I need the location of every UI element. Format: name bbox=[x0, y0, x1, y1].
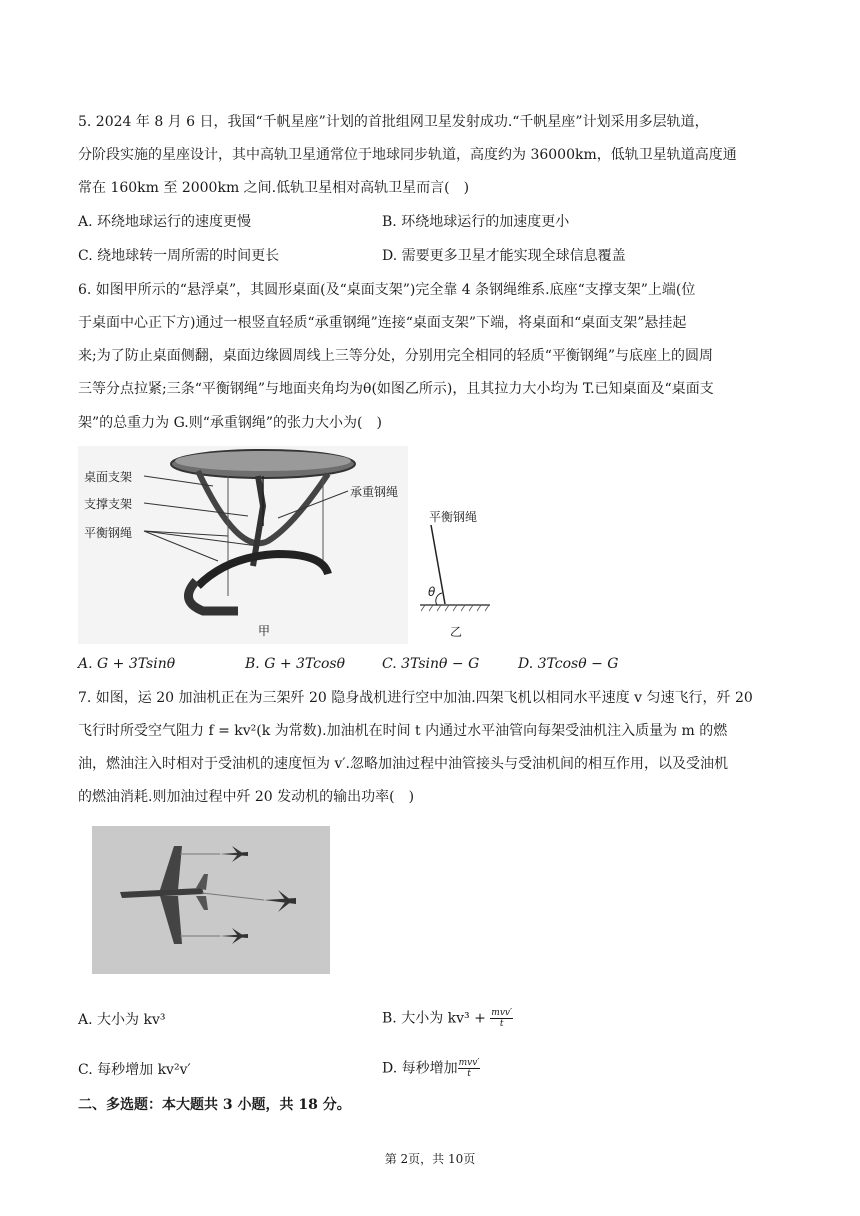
q6-line-2: 于桌面中心正下方)通过一根竖直轻质“承重钢绳”连接“桌面支架”下端，将桌面和“桌面支架”悬挂起 bbox=[78, 315, 687, 331]
q7-option-d-text: D. 每秒增加 bbox=[382, 1060, 458, 1077]
q7-option-c: C. 每秒增加 kv²v′ bbox=[78, 1062, 191, 1078]
q7-line-2: 飞行时所受空气阻力 f = kv²(k 为常数).加油机在时间 t 内通过水平油管向每架受油机注入质量为 m 的燃 bbox=[78, 723, 728, 739]
q7-option-d-denominator: t bbox=[467, 1069, 471, 1079]
q7-line-1: 7. 如图，运 20 加油机正在为三架歼 20 隐身战机进行空中加油.四架飞机以相同水平速度 v 匀速飞行，歼 20 bbox=[78, 690, 753, 706]
section-2-heading: 二、多选题：本大题共 3 小题，共 18 分。 bbox=[78, 1097, 351, 1113]
figure-yi bbox=[415, 505, 495, 645]
label-theta: θ bbox=[428, 585, 436, 599]
q6-line-4: 三等分点拉紧;三条“平衡钢绳”与地面夹角均为θ(如图乙所示)，且其拉力大小均为 T.已知桌面及“桌面支 bbox=[78, 381, 714, 397]
q7-option-a: A. 大小为 kv³ bbox=[78, 1012, 166, 1028]
q6-line-3: 来;为了防止桌面侧翻，桌面边缘圆周线上三等分处，分别用完全相同的轻质“平衡钢绳”与底座上的圆周 bbox=[78, 348, 714, 364]
q7-line-4: 的燃油消耗.则加油过程中歼 20 发动机的输出功率( ) bbox=[78, 789, 415, 805]
q6-option-d: D. 3Tcosθ − G bbox=[518, 656, 619, 672]
label-balance-rope: 平衡钢绳 bbox=[84, 526, 133, 540]
q7-option-b-text: B. 大小为 kv³ + bbox=[382, 1010, 491, 1027]
q7-option-d bbox=[382, 1058, 480, 1079]
q5-option-a: A. 环绕地球运行的速度更慢 bbox=[78, 214, 252, 230]
q7-line-3: 油，燃油注入时相对于受油机的速度恒为 v′.忽略加油过程中油管接头与受油机间的相互作用，以及受油机 bbox=[78, 756, 728, 772]
q6-option-a: A. G + 3Tsinθ bbox=[78, 656, 176, 672]
q5-option-c: C. 绕地球转一周所需的时间更长 bbox=[78, 248, 280, 264]
label-yi: 乙 bbox=[450, 625, 463, 639]
q6-line-5: 架”的总重力为 G.则“承重钢绳”的张力大小为( ) bbox=[78, 415, 382, 431]
q6-line-1: 6. 如图甲所示的“悬浮桌”，其圆形桌面(及“桌面支架”)完全靠 4 条钢绳维系.底座“支撑支架”上端(位 bbox=[78, 282, 696, 298]
label-yi-rope: 平衡钢绳 bbox=[429, 510, 478, 524]
q7-option-b-numerator: mvv′ bbox=[491, 1008, 513, 1018]
q7-option-d-fraction bbox=[458, 1058, 481, 1079]
q7-option-d-numerator: mvv′ bbox=[458, 1058, 480, 1068]
aircraft-drawing bbox=[92, 826, 330, 974]
label-support-bracket: 支撑支架 bbox=[84, 497, 133, 511]
q5-option-d: D. 需要更多卫星才能实现全球信息覆盖 bbox=[382, 248, 626, 264]
q6-option-c: C. 3Tsinθ − G bbox=[382, 656, 480, 672]
refueling-photo bbox=[92, 826, 330, 974]
page-footer: 第 2页，共 10页 bbox=[384, 1152, 476, 1166]
label-table-bracket: 桌面支架 bbox=[84, 470, 133, 484]
figure-jia bbox=[78, 446, 408, 644]
q7-option-b-denominator: t bbox=[499, 1019, 504, 1029]
label-jia: 甲 bbox=[258, 624, 271, 638]
label-load-rope: 承重钢绳 bbox=[350, 485, 399, 499]
q5-line-3: 常在 160km 至 2000km 之间.低轨卫星相对高轨卫星而言( ) bbox=[78, 180, 470, 196]
q5-option-b: B. 环绕地球运行的加速度更小 bbox=[382, 214, 570, 230]
q5-line-1: 5. 2024 年 8 月 6 日，我国“千帆星座”计划的首批组网卫星发射成功.“千帆星座”计划采用多层轨道， bbox=[78, 114, 709, 130]
q7-option-b-fraction bbox=[490, 1008, 513, 1029]
q6-option-b: B. G + 3Tcosθ bbox=[245, 656, 346, 672]
q7-option-b bbox=[382, 1008, 513, 1029]
q5-line-2: 分阶段实施的星座设计，其中高轨卫星通常位于地球同步轨道，高度约为 36000km，低轨卫星轨道高度通 bbox=[78, 147, 737, 163]
